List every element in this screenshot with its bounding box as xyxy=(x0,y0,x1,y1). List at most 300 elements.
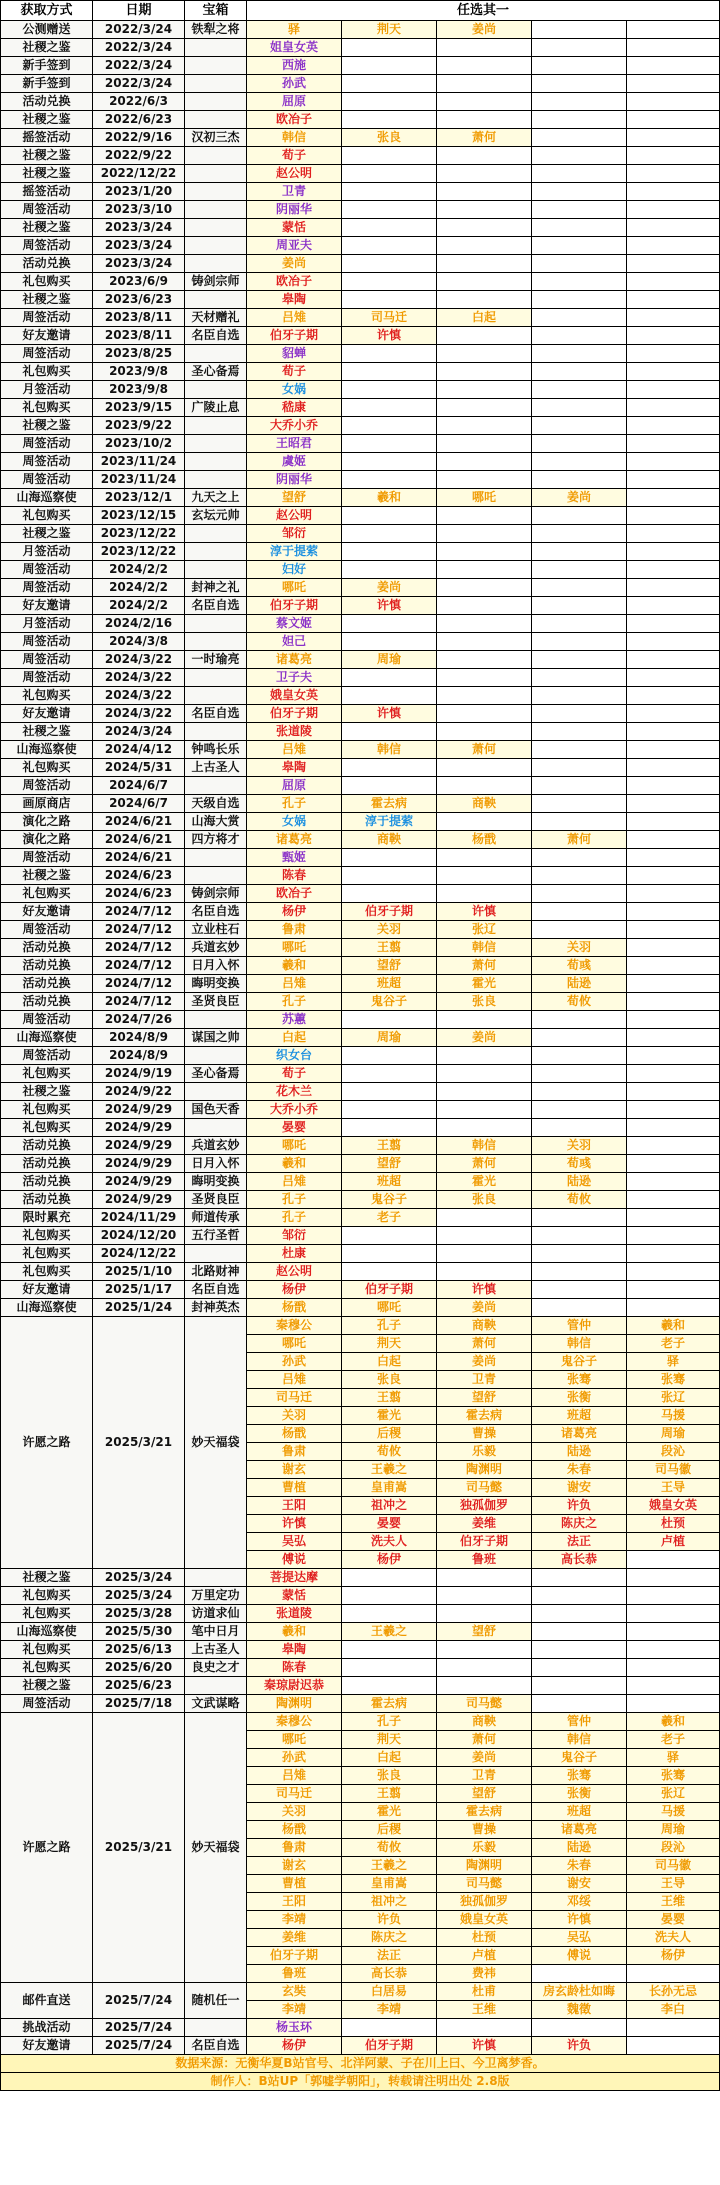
acquire-way-cell: 周签活动 xyxy=(1,651,93,669)
box-cell xyxy=(185,147,247,165)
hero-cell: 赵公明 xyxy=(247,507,342,525)
hero-cell: 姜尚 xyxy=(532,489,627,507)
table-row xyxy=(1,273,720,291)
date-cell: 2022/6/23 xyxy=(93,111,185,129)
empty-cell xyxy=(532,759,627,777)
hero-cell: 老子 xyxy=(342,1209,437,1227)
hero-cell: 房玄龄杜如晦 xyxy=(532,1983,627,2001)
box-cell xyxy=(185,687,247,705)
empty-cell xyxy=(532,651,627,669)
empty-cell xyxy=(342,345,437,363)
table-row xyxy=(1,1047,720,1065)
table-row xyxy=(1,435,720,453)
hero-cell: 姜维 xyxy=(247,1929,342,1947)
empty-cell xyxy=(627,1191,720,1209)
hero-cell: 秦穆公 xyxy=(247,1713,342,1731)
empty-cell xyxy=(627,903,720,921)
hero-cell: 张骞 xyxy=(627,1767,720,1785)
date-cell: 2025/3/24 xyxy=(93,1569,185,1587)
table-row xyxy=(1,1101,720,1119)
hero-cell: 陈庆之 xyxy=(342,1929,437,1947)
hero-cell: 哪吒 xyxy=(247,1335,342,1353)
date-cell: 2022/3/24 xyxy=(93,75,185,93)
hero-cell: 卫青 xyxy=(437,1767,532,1785)
table-row xyxy=(1,327,720,345)
hero-cell: 祖冲之 xyxy=(342,1497,437,1515)
empty-cell xyxy=(437,147,532,165)
empty-cell xyxy=(342,255,437,273)
header-way: 获取方式 xyxy=(1,1,93,21)
empty-cell xyxy=(437,1065,532,1083)
hero-cell: 杨戬 xyxy=(437,831,532,849)
table-row xyxy=(1,1695,720,1713)
empty-cell xyxy=(627,1605,720,1623)
empty-cell xyxy=(532,21,627,39)
acquire-way-cell: 社稷之鉴 xyxy=(1,147,93,165)
date-cell: 2022/9/16 xyxy=(93,129,185,147)
box-cell xyxy=(185,183,247,201)
acquire-way-cell: 礼包购买 xyxy=(1,1245,93,1263)
hero-cell: 荀攸 xyxy=(342,1839,437,1857)
hero-cell: 班超 xyxy=(342,975,437,993)
box-cell: 日月入怀 xyxy=(185,957,247,975)
box-cell: 铸剑宗师 xyxy=(185,885,247,903)
hero-cell: 吕雉 xyxy=(247,1767,342,1785)
empty-cell xyxy=(532,1659,627,1677)
hero-cell: 司马徽 xyxy=(627,1857,720,1875)
acquire-way-cell: 好友邀请 xyxy=(1,597,93,615)
date-cell: 2024/12/22 xyxy=(93,1245,185,1263)
table-row xyxy=(1,1137,720,1155)
hero-cell: 诸葛亮 xyxy=(532,1425,627,1443)
hero-cell: 嵇康 xyxy=(247,399,342,417)
hero-cell: 张良 xyxy=(342,129,437,147)
hero-cell: 张辽 xyxy=(627,1389,720,1407)
empty-cell xyxy=(627,633,720,651)
empty-cell xyxy=(627,597,720,615)
empty-cell xyxy=(532,111,627,129)
hero-cell: 诸葛亮 xyxy=(532,1821,627,1839)
table-row xyxy=(1,1281,720,1299)
box-cell: 天材赠礼 xyxy=(185,309,247,327)
hero-cell: 姜维 xyxy=(437,1515,532,1533)
empty-cell xyxy=(627,345,720,363)
date-cell: 2022/12/22 xyxy=(93,165,185,183)
hero-cell: 伯牙子期 xyxy=(247,1947,342,1965)
hero-cell: 杨伊 xyxy=(247,1281,342,1299)
table-row xyxy=(1,525,720,543)
hero-cell: 伯牙子期 xyxy=(342,1281,437,1299)
empty-cell xyxy=(627,1119,720,1137)
empty-cell xyxy=(532,75,627,93)
empty-cell xyxy=(342,219,437,237)
date-cell: 2023/9/8 xyxy=(93,381,185,399)
box-cell: 师道传承 xyxy=(185,1209,247,1227)
empty-cell xyxy=(437,615,532,633)
acquire-way-cell: 周签活动 xyxy=(1,471,93,489)
hero-cell: 商鞅 xyxy=(437,1317,532,1335)
hero-cell: 望舒 xyxy=(342,1155,437,1173)
empty-cell xyxy=(342,417,437,435)
hero-cell: 许负 xyxy=(342,1911,437,1929)
date-cell: 2024/9/29 xyxy=(93,1137,185,1155)
acquire-way-cell: 活动兑换 xyxy=(1,93,93,111)
acquire-way-cell: 挑战活动 xyxy=(1,2019,93,2037)
date-cell: 2024/3/22 xyxy=(93,705,185,723)
hero-cell: 杜甫 xyxy=(437,1983,532,2001)
empty-cell xyxy=(342,885,437,903)
date-cell: 2023/8/25 xyxy=(93,345,185,363)
hero-cell: 王翦 xyxy=(342,1785,437,1803)
box-cell xyxy=(185,561,247,579)
empty-cell xyxy=(437,1587,532,1605)
acquire-way-cell: 社稷之鉴 xyxy=(1,525,93,543)
box-cell xyxy=(185,849,247,867)
empty-cell xyxy=(437,1047,532,1065)
empty-cell xyxy=(532,2019,627,2037)
hero-cell: 秦琼尉迟恭 xyxy=(247,1677,342,1695)
acquire-way-cell: 山海巡察使 xyxy=(1,489,93,507)
hero-cell: 关羽 xyxy=(342,921,437,939)
hero-cell: 皇甫嵩 xyxy=(342,1875,437,1893)
hero-cell: 诸葛亮 xyxy=(247,651,342,669)
empty-cell xyxy=(627,1551,720,1569)
hero-cell: 杨伊 xyxy=(247,2037,342,2055)
empty-cell xyxy=(532,885,627,903)
empty-cell xyxy=(627,2037,720,2055)
empty-cell xyxy=(532,741,627,759)
hero-cell: 望舒 xyxy=(437,1623,532,1641)
date-cell: 2024/2/2 xyxy=(93,561,185,579)
hero-cell: 哪吒 xyxy=(247,1731,342,1749)
acquire-way-cell: 活动兑换 xyxy=(1,993,93,1011)
empty-cell xyxy=(437,633,532,651)
date-cell: 2025/3/24 xyxy=(93,1587,185,1605)
acquire-way-cell: 好友邀请 xyxy=(1,327,93,345)
empty-cell xyxy=(342,57,437,75)
empty-cell xyxy=(627,489,720,507)
empty-cell xyxy=(627,741,720,759)
hero-cell: 陶渊明 xyxy=(437,1461,532,1479)
hero-cell: 白起 xyxy=(437,309,532,327)
empty-cell xyxy=(627,21,720,39)
hero-cell: 周亚夫 xyxy=(247,237,342,255)
hero-cell: 后稷 xyxy=(342,1821,437,1839)
empty-cell xyxy=(532,57,627,75)
date-cell: 2024/2/2 xyxy=(93,579,185,597)
box-cell: 立业柱石 xyxy=(185,921,247,939)
empty-cell xyxy=(532,453,627,471)
empty-cell xyxy=(532,543,627,561)
empty-cell xyxy=(627,1587,720,1605)
empty-cell xyxy=(437,1011,532,1029)
empty-cell xyxy=(627,795,720,813)
hero-cell: 晏婴 xyxy=(627,1911,720,1929)
box-cell: 圣心备焉 xyxy=(185,363,247,381)
box-cell: 汉初三杰 xyxy=(185,129,247,147)
empty-cell xyxy=(342,201,437,219)
hero-cell: 许慎 xyxy=(437,2037,532,2055)
empty-cell xyxy=(627,993,720,1011)
hero-cell: 卫子夫 xyxy=(247,669,342,687)
hero-cell: 王翦 xyxy=(342,1137,437,1155)
hero-cell: 娥皇女英 xyxy=(247,687,342,705)
hero-cell: 杨伊 xyxy=(627,1947,720,1965)
hero-cell: 吴弘 xyxy=(247,1533,342,1551)
table-row xyxy=(1,795,720,813)
box-cell xyxy=(185,1245,247,1263)
date-cell: 2024/9/29 xyxy=(93,1119,185,1137)
empty-cell xyxy=(627,129,720,147)
date-cell: 2024/7/12 xyxy=(93,921,185,939)
empty-cell xyxy=(437,507,532,525)
acquire-way-cell: 周签活动 xyxy=(1,345,93,363)
hero-cell: 鬼谷子 xyxy=(532,1353,627,1371)
empty-cell xyxy=(627,1011,720,1029)
hero-cell: 管仲 xyxy=(532,1713,627,1731)
acquire-way-cell: 周签活动 xyxy=(1,921,93,939)
date-cell: 2024/9/29 xyxy=(93,1155,185,1173)
date-cell: 2025/1/24 xyxy=(93,1299,185,1317)
empty-cell xyxy=(437,849,532,867)
date-cell: 2024/3/22 xyxy=(93,669,185,687)
hero-cell: 荆天 xyxy=(342,1731,437,1749)
hero-cell: 萧何 xyxy=(437,129,532,147)
box-cell xyxy=(185,1569,247,1587)
date-cell: 2025/3/21 xyxy=(93,1317,185,1569)
empty-cell xyxy=(342,1083,437,1101)
acquire-way-cell: 活动兑换 xyxy=(1,1137,93,1155)
empty-cell xyxy=(437,219,532,237)
acquire-way-cell: 礼包购买 xyxy=(1,1605,93,1623)
table-row xyxy=(1,237,720,255)
hero-cell: 张骞 xyxy=(532,1371,627,1389)
date-cell: 2022/6/3 xyxy=(93,93,185,111)
box-cell xyxy=(185,57,247,75)
table-row xyxy=(1,165,720,183)
empty-cell xyxy=(532,1119,627,1137)
box-cell: 谋国之帅 xyxy=(185,1029,247,1047)
date-cell: 2024/12/20 xyxy=(93,1227,185,1245)
acquire-way-cell: 周签活动 xyxy=(1,1695,93,1713)
acquire-way-cell: 活动兑换 xyxy=(1,975,93,993)
header-box: 宝箱 xyxy=(185,1,247,21)
table-row xyxy=(1,345,720,363)
empty-cell xyxy=(342,111,437,129)
hero-cell: 白起 xyxy=(247,1029,342,1047)
empty-cell xyxy=(627,849,720,867)
acquire-way-cell: 新手签到 xyxy=(1,57,93,75)
hero-cell: 王阳 xyxy=(247,1497,342,1515)
hero-cell: 孙武 xyxy=(247,1353,342,1371)
hero-cell: 驿 xyxy=(247,21,342,39)
acquire-way-cell: 活动兑换 xyxy=(1,255,93,273)
hero-cell: 望舒 xyxy=(437,1389,532,1407)
hero-cell: 司马懿 xyxy=(437,1695,532,1713)
empty-cell xyxy=(627,111,720,129)
empty-cell xyxy=(532,471,627,489)
empty-cell xyxy=(627,1695,720,1713)
empty-cell xyxy=(437,327,532,345)
date-cell: 2025/1/17 xyxy=(93,1281,185,1299)
date-cell: 2023/6/9 xyxy=(93,273,185,291)
table-row xyxy=(1,1209,720,1227)
empty-cell xyxy=(627,57,720,75)
empty-cell xyxy=(437,1245,532,1263)
empty-cell xyxy=(627,75,720,93)
hero-cell: 皋陶 xyxy=(247,291,342,309)
hero-cell: 大乔小乔 xyxy=(247,1101,342,1119)
empty-cell xyxy=(342,381,437,399)
hero-cell: 哪吒 xyxy=(342,1299,437,1317)
hero-cell: 羲和 xyxy=(627,1713,720,1731)
date-cell: 2024/6/7 xyxy=(93,777,185,795)
empty-cell xyxy=(342,75,437,93)
box-cell: 良史之才 xyxy=(185,1659,247,1677)
empty-cell xyxy=(532,1101,627,1119)
hero-cell: 鲁班 xyxy=(247,1965,342,1983)
box-cell: 国色天香 xyxy=(185,1101,247,1119)
date-cell: 2024/7/26 xyxy=(93,1011,185,1029)
hero-cell: 望舒 xyxy=(247,489,342,507)
hero-cell: 蒙恬 xyxy=(247,1587,342,1605)
empty-cell xyxy=(532,1209,627,1227)
hero-cell: 祖冲之 xyxy=(342,1893,437,1911)
hero-cell: 张道陵 xyxy=(247,1605,342,1623)
acquire-way-cell: 活动兑换 xyxy=(1,939,93,957)
footer-source-text: 数据来源：无衡华夏B站官号、北洋阿蒙、子在川上曰、今卫离梦香。 xyxy=(1,2055,720,2073)
hero-cell: 李白 xyxy=(627,2001,720,2019)
empty-cell xyxy=(532,921,627,939)
box-cell: 名臣自选 xyxy=(185,1281,247,1299)
date-cell: 2025/6/23 xyxy=(93,1677,185,1695)
table-row xyxy=(1,489,720,507)
empty-cell xyxy=(342,1101,437,1119)
hero-cell: 曹植 xyxy=(247,1875,342,1893)
acquire-way-cell: 社稷之鉴 xyxy=(1,867,93,885)
table-row xyxy=(1,1587,720,1605)
acquire-way-cell: 山海巡察使 xyxy=(1,1299,93,1317)
box-cell: 兵道玄妙 xyxy=(185,939,247,957)
hero-cell: 姜尚 xyxy=(437,1299,532,1317)
hero-cell: 赵公明 xyxy=(247,1263,342,1281)
acquire-way-cell: 限时累充 xyxy=(1,1209,93,1227)
hero-cell: 吴弘 xyxy=(532,1929,627,1947)
box-cell xyxy=(185,345,247,363)
empty-cell xyxy=(342,363,437,381)
box-cell: 上古圣人 xyxy=(185,1641,247,1659)
date-cell: 2023/11/24 xyxy=(93,471,185,489)
acquire-way-cell: 新手签到 xyxy=(1,75,93,93)
box-cell: 笔中日月 xyxy=(185,1623,247,1641)
box-cell: 圣贤良臣 xyxy=(185,993,247,1011)
acquire-way-cell: 礼包购买 xyxy=(1,1659,93,1677)
hero-cell: 马援 xyxy=(627,1803,720,1821)
table-row xyxy=(1,615,720,633)
hero-cell: 姜尚 xyxy=(437,1353,532,1371)
hero-cell: 长孙无忌 xyxy=(627,1983,720,2001)
hero-cell: 关羽 xyxy=(247,1803,342,1821)
hero-cell: 许慎 xyxy=(437,903,532,921)
hero-cell: 吕雉 xyxy=(247,1173,342,1191)
date-cell: 2024/6/21 xyxy=(93,831,185,849)
hero-cell: 乐毅 xyxy=(437,1443,532,1461)
hero-cell: 白居易 xyxy=(342,1983,437,2001)
date-cell: 2025/6/20 xyxy=(93,1659,185,1677)
hero-cell: 霍去病 xyxy=(437,1803,532,1821)
hero-cell: 萧何 xyxy=(437,1731,532,1749)
empty-cell xyxy=(532,93,627,111)
date-cell: 2024/2/2 xyxy=(93,597,185,615)
empty-cell xyxy=(437,867,532,885)
empty-cell xyxy=(532,633,627,651)
hero-cell: 皋陶 xyxy=(247,1641,342,1659)
table-row xyxy=(1,741,720,759)
empty-cell xyxy=(532,525,627,543)
empty-cell xyxy=(437,885,532,903)
hero-cell: 司马迁 xyxy=(247,1785,342,1803)
empty-cell xyxy=(627,1047,720,1065)
empty-cell xyxy=(627,1173,720,1191)
table-row xyxy=(1,1713,720,1731)
hero-cell: 张骞 xyxy=(627,1371,720,1389)
hero-cell: 赵公明 xyxy=(247,165,342,183)
empty-cell xyxy=(627,759,720,777)
empty-cell xyxy=(532,165,627,183)
hero-cell: 司马迁 xyxy=(247,1389,342,1407)
date-cell: 2023/9/22 xyxy=(93,417,185,435)
box-cell xyxy=(185,471,247,489)
empty-cell xyxy=(532,777,627,795)
empty-cell xyxy=(437,1263,532,1281)
date-cell: 2022/3/24 xyxy=(93,21,185,39)
table-row xyxy=(1,957,720,975)
empty-cell xyxy=(627,1137,720,1155)
hero-cell: 姐皇女英 xyxy=(247,39,342,57)
hero-cell: 班超 xyxy=(532,1407,627,1425)
date-cell: 2025/7/24 xyxy=(93,1983,185,2019)
table-row xyxy=(1,1173,720,1191)
empty-cell xyxy=(532,1011,627,1029)
hero-cell: 女娲 xyxy=(247,381,342,399)
acquire-way-cell: 周签活动 xyxy=(1,201,93,219)
hero-cell: 曹植 xyxy=(247,1479,342,1497)
empty-cell xyxy=(342,525,437,543)
acquire-way-cell: 周签活动 xyxy=(1,435,93,453)
acquire-way-cell: 礼包购买 xyxy=(1,1263,93,1281)
empty-cell xyxy=(437,381,532,399)
table-row xyxy=(1,687,720,705)
hero-cell: 谢玄 xyxy=(247,1461,342,1479)
box-cell: 五行圣哲 xyxy=(185,1227,247,1245)
acquire-way-cell: 公测赠送 xyxy=(1,21,93,39)
date-cell: 2023/12/1 xyxy=(93,489,185,507)
date-cell: 2024/8/9 xyxy=(93,1047,185,1065)
table-row xyxy=(1,651,720,669)
empty-cell xyxy=(627,1659,720,1677)
hero-cell: 霍光 xyxy=(342,1407,437,1425)
box-cell: 兵道玄妙 xyxy=(185,1137,247,1155)
empty-cell xyxy=(437,111,532,129)
date-cell: 2024/3/24 xyxy=(93,723,185,741)
date-cell: 2023/3/10 xyxy=(93,201,185,219)
box-cell: 铸剑宗师 xyxy=(185,273,247,291)
empty-cell xyxy=(342,93,437,111)
hero-cell: 周瑜 xyxy=(627,1821,720,1839)
date-cell: 2025/3/28 xyxy=(93,1605,185,1623)
hero-cell: 王羲之 xyxy=(342,1857,437,1875)
empty-cell xyxy=(437,561,532,579)
